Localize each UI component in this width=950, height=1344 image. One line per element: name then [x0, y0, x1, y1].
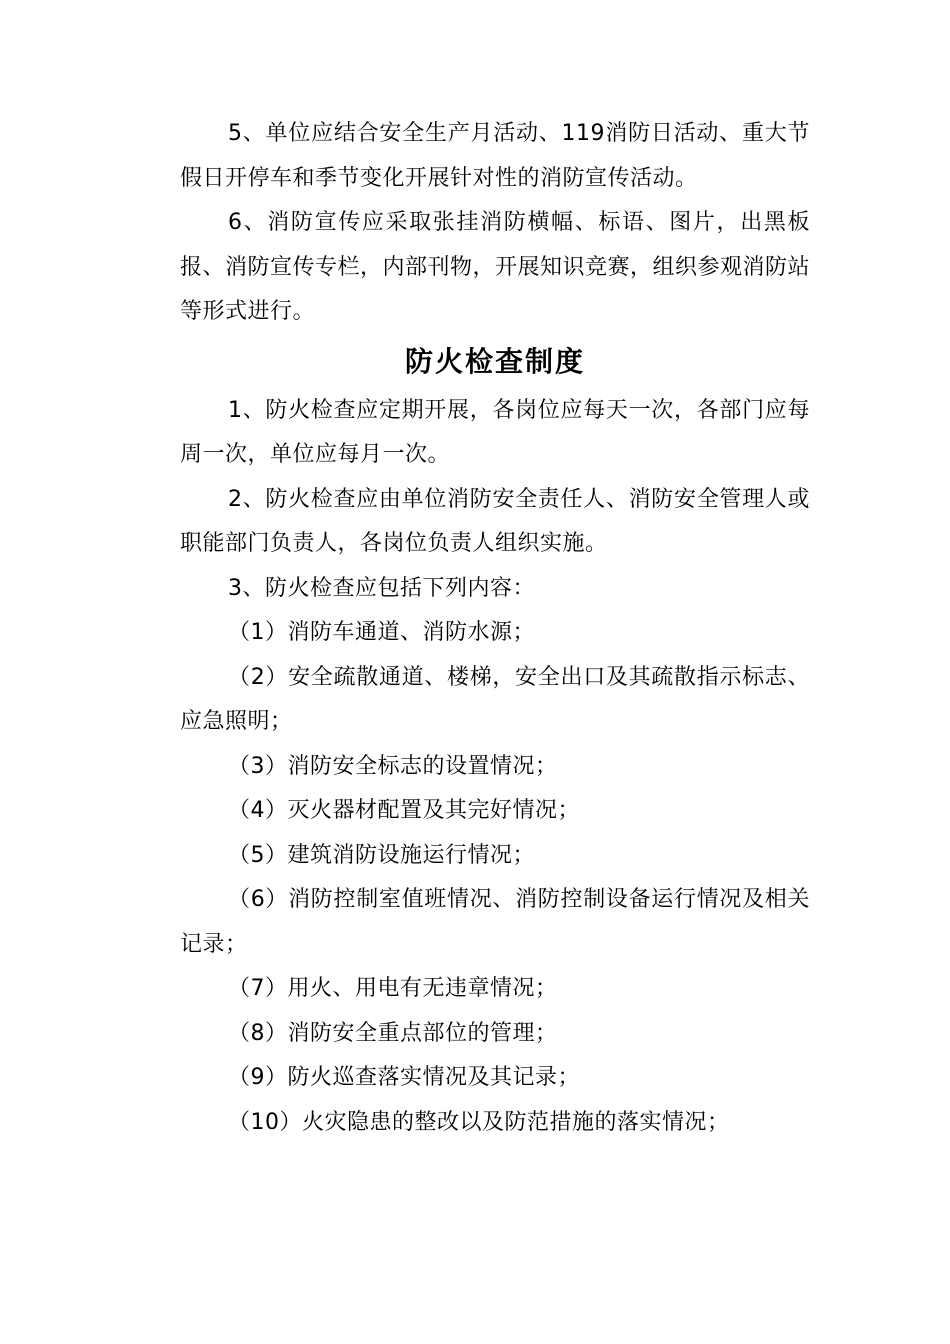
- list-item-1: （1）消防车通道、消防水源；: [228, 620, 535, 645]
- list-item-7: （7）用火、用电有无违章情况；: [228, 976, 558, 1001]
- list-item-3: （3）消防安全标志的设置情况；: [228, 753, 558, 779]
- list-item-4: （4）灭火器材配置及其完好情况；: [228, 798, 580, 823]
- list-item-8: （8）消防安全重点部位的管理；: [228, 1020, 558, 1046]
- paragraph-item-6: 6、消防宣传应采取张挂消防横幅、标语、图片，出黑板报、消防宣传专栏，内部刊物，开展知识竞赛，组织参观消防站等形式进行。: [180, 210, 811, 324]
- paragraph-rule-3: 3、防火检查应包括下列内容：: [228, 575, 535, 601]
- section-title: 防火检查制度: [404, 344, 585, 378]
- document-body: [180, 112, 810, 1145]
- paragraph-item-5: 5、单位应结合安全生产月活动、119消防日活动、重大节假日开停车和季节变化开展针对性的消防宣传活动。: [180, 121, 810, 191]
- paragraph-rule-2: 2、防火检查应由单位消防安全责任人、消防安全管理人或职能部门负责人，各岗位负责人组织实施。: [180, 486, 810, 556]
- list-item-10: （10）火灾隐患的整改以及防范措施的落实情况；: [228, 1109, 730, 1135]
- list-item-5: （5）建筑消防设施运行情况；: [228, 842, 535, 868]
- paragraph-rule-1: 1、防火检查应定期开展，各岗位应每天一次，各部门应每周一次，单位应每月一次。: [180, 397, 810, 467]
- list-item-6: （6）消防控制室值班情况、消防控制设备运行情况及相关记录；: [180, 887, 810, 957]
- list-item-9: （9）防火巡查落实情况及其记录；: [228, 1065, 580, 1090]
- list-item-2: （2）安全疏散通道、楼梯，安全出口及其疏散指示标志、应急照明；: [180, 664, 810, 734]
